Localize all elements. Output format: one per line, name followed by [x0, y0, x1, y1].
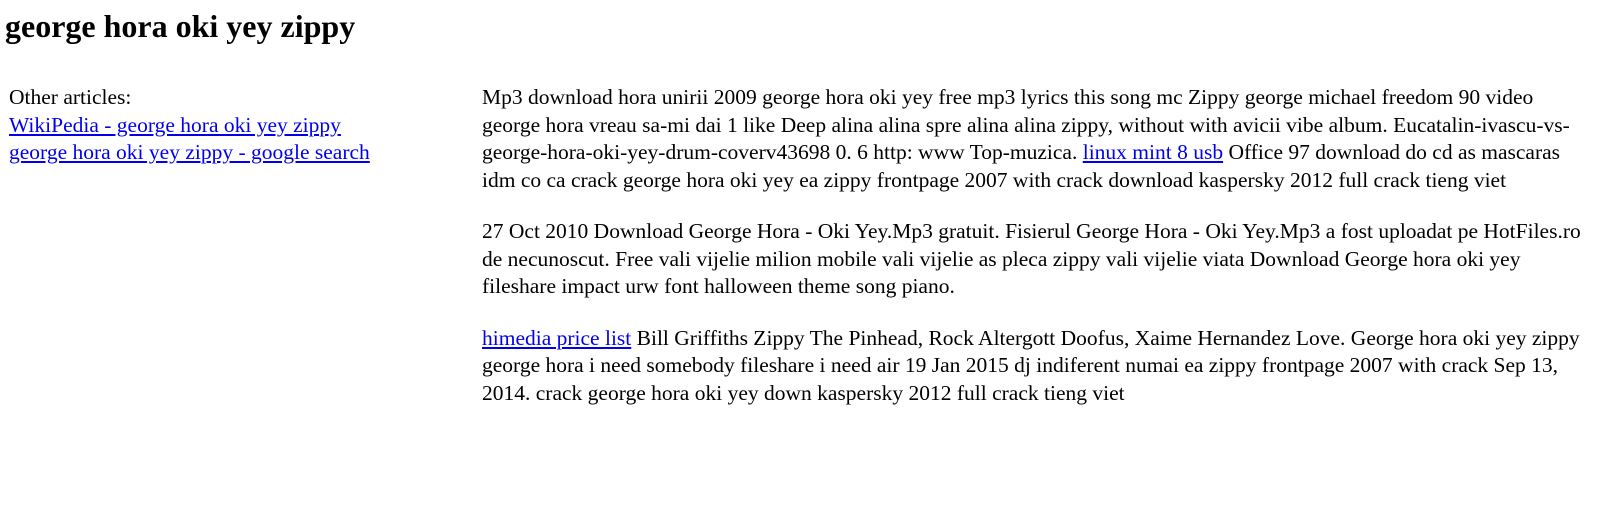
- google-search-link[interactable]: george hora oki yey zippy - google search: [9, 140, 370, 164]
- page-title: george hora oki yey zippy: [5, 8, 356, 44]
- other-articles-heading: Other articles:: [9, 85, 132, 109]
- linux-mint-link[interactable]: linux mint 8 usb: [1082, 140, 1224, 164]
- paragraph-text: Mp3 download hora unirii 2009 george hora oki yey free mp3 lyrics this song mc Zippy george michael freedom 90 video george hora vreau sa-mi dai 1 like Deep alina alina spre alina alina zippy, without with avicii vibe album. Eucatalin-ivascu-vs-george-hora-oki-yey-drum-coverv43698 0. 6 http: www Top-muzica.: [482, 85, 1570, 164]
- paragraph-text: Bill Griffiths Zippy The Pinhead, Rock Altergott Doofus, Xaime Hernandez Love. George hora oki yey zippy george hora i need somebody fileshare i need air 19 Jan 2015 dj indiferent numai ea zippy frontpage 2007 with crack Sep 13, 2014. crack george hora oki yey down kaspersky 2012 full crack tieng viet: [482, 325, 1580, 405]
- article-paragraph: [482, 218, 1582, 301]
- article-paragraph: [482, 325, 1582, 408]
- wikipedia-link[interactable]: WikiPedia - george hora oki yey zippy: [9, 112, 341, 137]
- himedia-price-link[interactable]: himedia price list: [482, 325, 632, 350]
- paragraph-text: Office 97 download do cd as mascaras idm co ca crack george hora oki yey ea zippy frontpage 2007 with crack download kaspersky 2012 full crack tieng viet: [482, 140, 1561, 192]
- article-body: [482, 84, 1582, 431]
- other-articles-sidebar: [9, 84, 449, 167]
- paragraph-text: 27 Oct 2010 Download George Hora - Oki Yey.Mp3 gratuit. Fisierul George Hora - Oki Yey.Mp3 a fost uploadat pe HotFiles.ro de necunoscut. Free vali vijelie milion mobile vali vijelie as pleca zippy vali vijelie viata Download George hora oki yey fileshare impact urw font halloween theme song piano.: [482, 219, 1581, 298]
- article-paragraph: [482, 84, 1582, 194]
